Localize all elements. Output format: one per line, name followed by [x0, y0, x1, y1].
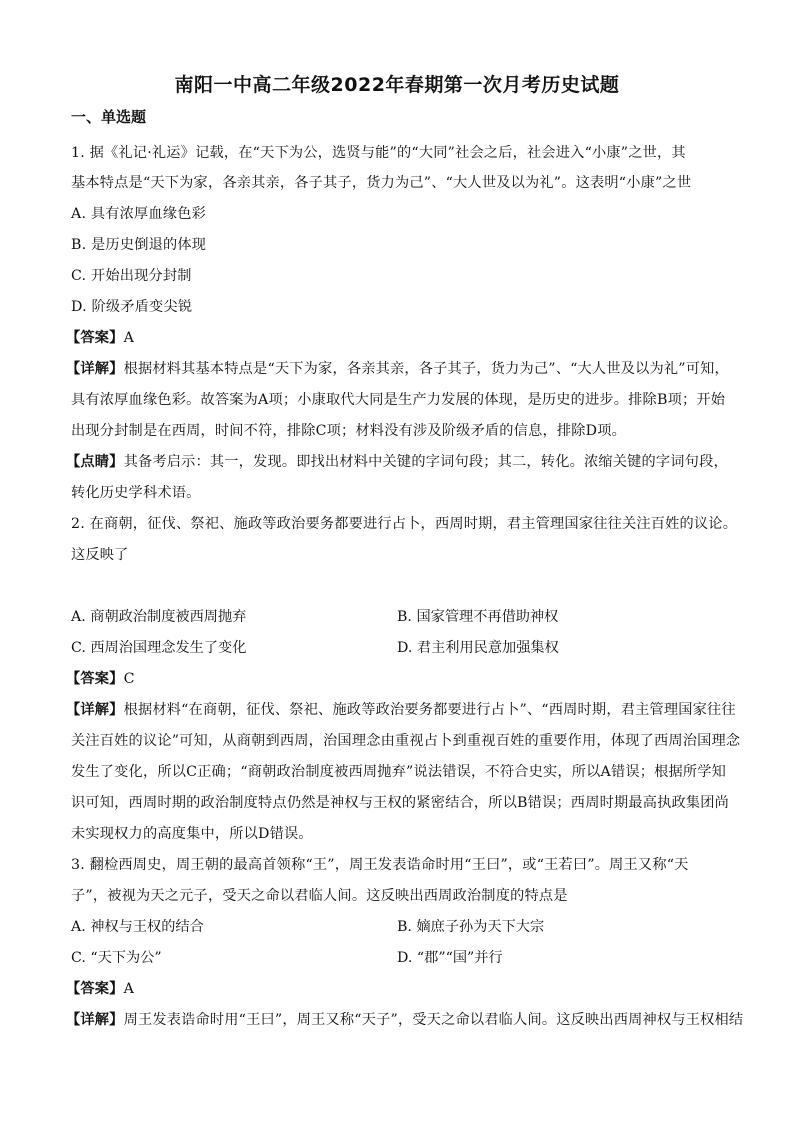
question-3-line-1: 3. 翻检西周史，周王朝的最高首领称“王”，周王发表诰命时用“王曰”，或“王若曰”。周王又称“天 — [71, 857, 689, 873]
q1-tip-line-1 — [66, 451, 726, 471]
q3-answer — [66, 978, 726, 998]
question-2-line-2: 这反映了 — [71, 547, 129, 563]
q1-detail-line-2: 具有浓厚血缘色彩。故答案为A项；小康取代大同是生产力发展的体现，是历史的进步。排除B项；开始 — [71, 392, 726, 408]
answer-tag: 【答案】 — [66, 330, 124, 346]
q3-detail-line-1 — [66, 1009, 744, 1029]
question-2-line-1: 2. 在商朝，征伐、祭祀、施政等政治要务都要进行占卜，西周时期，君主管理国家往往关注百姓的议论。 — [71, 516, 738, 532]
question-1-line-1: 1. 据《礼记·礼运》记载，在“天下为公，选贤与能”的“大同”社会之后，社会进入“小康”之世，其 — [71, 145, 686, 161]
answer-value: C — [123, 671, 135, 687]
q1-detail-line-3: 出现分封制是在西周，时间不符，排除C项；材料没有涉及阶级矛盾的信息，排除D项。 — [71, 423, 626, 439]
tip-tag: 【点睛】 — [66, 454, 124, 470]
q1-option-c: C. 开始出现分封制 — [71, 268, 192, 284]
answer-tag: 【答案】 — [66, 671, 124, 687]
answer-value: A — [123, 981, 135, 997]
q1-option-d: D. 阶级矛盾变尖锐 — [71, 299, 193, 315]
q2-option-d: D. 君主利用民意加强集权 — [397, 640, 559, 656]
detail-text: 周王发表诰命时用“王曰”，周王又称“天子”，受天之命以君临人间。这反映出西周神权与王权相结 — [123, 1012, 744, 1028]
q2-option-b: B. 国家管理不再借助神权 — [397, 609, 559, 625]
q2-detail-line-1 — [66, 699, 736, 719]
q2-option-c: C. 西周治国理念发生了变化 — [71, 640, 247, 656]
q1-option-a: A. 具有浓厚血缘色彩 — [71, 206, 206, 222]
q1-detail-line-1 — [66, 358, 729, 378]
question-1-line-2: 基本特点是“天下为家，各亲其亲，各子其子，货力为己”、“大人世及以为礼”。这表明“小康”之世 — [71, 175, 692, 191]
detail-tag: 【详解】 — [66, 1012, 124, 1028]
q3-option-c: C. “天下为公” — [71, 950, 162, 966]
q3-option-a: A. 神权与王权的结合 — [71, 919, 204, 935]
section-heading: 一、单选题 — [71, 108, 147, 126]
q2-detail-line-3: 发生了变化，所以C正确；“商朝政治制度被西周抛弃”说法错误，不符合史实，所以A错误；根据所学知 — [71, 764, 727, 780]
q2-detail-line-2: 关注百姓的议论”可知，从商朝到西周，治国理念由重视占卜到重视百姓的重要作用，体现了西周治国理念 — [71, 733, 741, 749]
question-3-line-2: 子”，被视为天之元子，受天之命以君临人间。这反映出西周政治制度的特点是 — [71, 888, 568, 904]
q1-option-b: B. 是历史倒退的体现 — [71, 237, 207, 253]
tip-text: 其备考启示：其一，发现。即找出材料中关键的字词句段；其二，转化。浓缩关键的字词句段， — [123, 454, 728, 470]
answer-value: A — [123, 330, 135, 346]
detail-tag: 【详解】 — [66, 361, 124, 377]
q2-answer — [66, 668, 726, 688]
q2-detail-line-5: 未实现权力的高度集中，所以D错误。 — [71, 826, 313, 842]
detail-text: 根据材料其基本特点是“天下为家，各亲其亲，各子其子，货力为己”、“大人世及以为礼”可知， — [123, 361, 729, 377]
detail-text: 根据材料“在商朝，征伐、祭祀、施政等政治要务都要进行占卜”、“西周时期，君主管理国家往往 — [123, 702, 736, 718]
detail-tag: 【详解】 — [66, 702, 124, 718]
q3-option-b: B. 嫡庶子孙为天下大宗 — [397, 919, 545, 935]
page-title: 南阳一中高二年级2022年春期第一次月考历史试题 — [174, 74, 620, 96]
answer-tag: 【答案】 — [66, 981, 124, 997]
q3-option-d: D. “郡”“国”并行 — [397, 950, 503, 966]
q1-answer — [66, 327, 726, 347]
q2-option-a: A. 商朝政治制度被西周抛弃 — [71, 609, 247, 625]
q1-tip-line-2: 转化历史学科术语。 — [71, 485, 201, 501]
q2-detail-line-4: 识可知，西周时期的政治制度特点仍然是神权与王权的紧密结合，所以B错误；西周时期最高执政集团尚 — [71, 795, 730, 811]
